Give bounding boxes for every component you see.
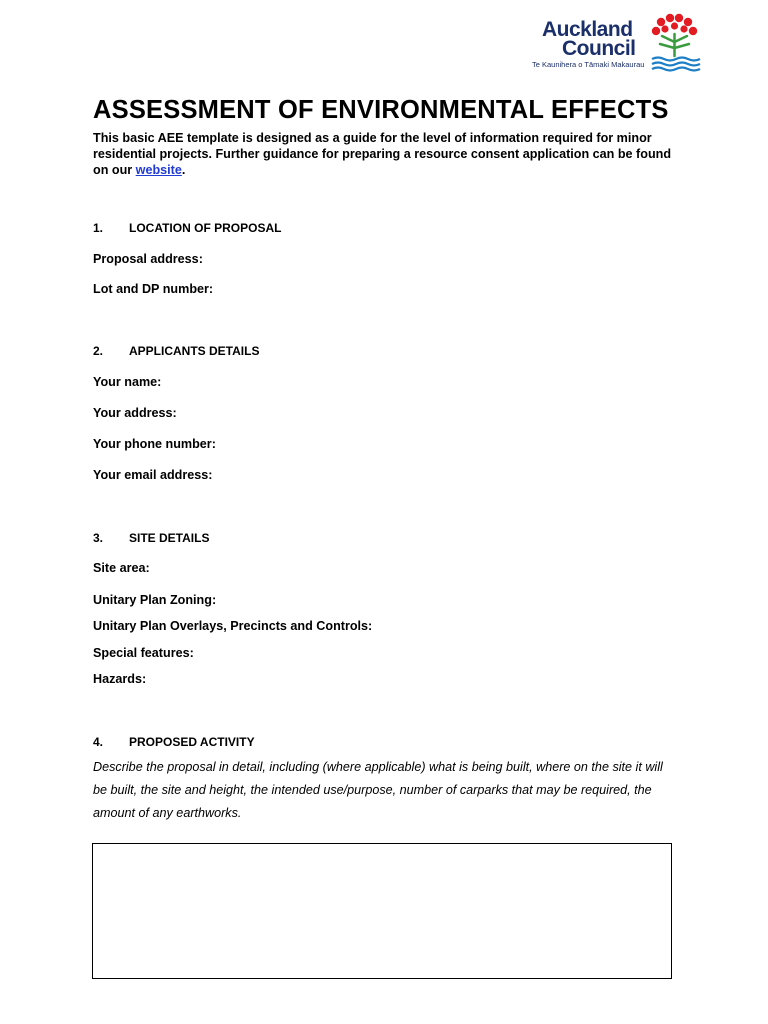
- section-number: 1.: [93, 221, 104, 235]
- site-area-label: Site area:: [93, 561, 150, 575]
- section-heading-applicant: [93, 344, 259, 358]
- hazards-label: Hazards:: [93, 672, 147, 686]
- logo-tagline: Te Kaunihera o Tāmaki Makaurau: [532, 60, 645, 69]
- section-number: 3.: [93, 531, 104, 545]
- unitary-plan-zoning-label: Unitary Plan Zoning:: [93, 593, 217, 607]
- lot-dp-number-label: Lot and DP number:: [93, 282, 214, 296]
- logo-word-council: Council: [562, 37, 636, 60]
- section-title: LOCATION OF PROPOSAL: [129, 221, 282, 235]
- section-heading-location: [93, 221, 281, 235]
- your-phone-label: Your phone number:: [93, 437, 216, 451]
- pohutukawa-flower-icon: [648, 12, 702, 72]
- activity-description: Describe the proposal in detail, including (where applicable) what is being built, where on the site it will be built, the site and height, the intended use/purpose, number of carparks that may be required, the amount of any earthworks.: [93, 760, 663, 820]
- proposal-address-label: Proposal address:: [93, 252, 203, 266]
- special-features-label: Special features:: [93, 646, 194, 660]
- section-heading-site: [93, 531, 209, 545]
- section-title: APPLICANTS DETAILS: [129, 344, 260, 358]
- section-title: PROPOSED ACTIVITY: [129, 735, 255, 749]
- section-title: SITE DETAILS: [129, 531, 210, 545]
- auckland-council-logo: [530, 12, 700, 72]
- section-number: 4.: [93, 735, 104, 749]
- intro-text: This basic AEE template is designed as a guide for the level of information required for minor residential projects. Further guidance for preparing a resource consent application can be found on our: [93, 131, 672, 178]
- intro-text-end: .: [181, 163, 186, 178]
- your-email-label: Your email address:: [93, 468, 213, 482]
- document-title: ASSESSMENT OF ENVIRONMENTAL EFFECTS: [93, 96, 669, 124]
- section-heading-activity: [93, 735, 255, 749]
- intro-paragraph: [93, 130, 673, 179]
- logo-word-auckland: Auckland: [542, 18, 633, 41]
- section-number: 2.: [93, 344, 104, 358]
- proposed-activity-answer-box[interactable]: [92, 843, 672, 979]
- your-address-label: Your address:: [93, 406, 177, 420]
- unitary-plan-overlays-label: Unitary Plan Overlays, Precincts and Controls:: [93, 619, 373, 633]
- your-name-label: Your name:: [93, 375, 162, 389]
- website-link[interactable]: website: [135, 163, 182, 178]
